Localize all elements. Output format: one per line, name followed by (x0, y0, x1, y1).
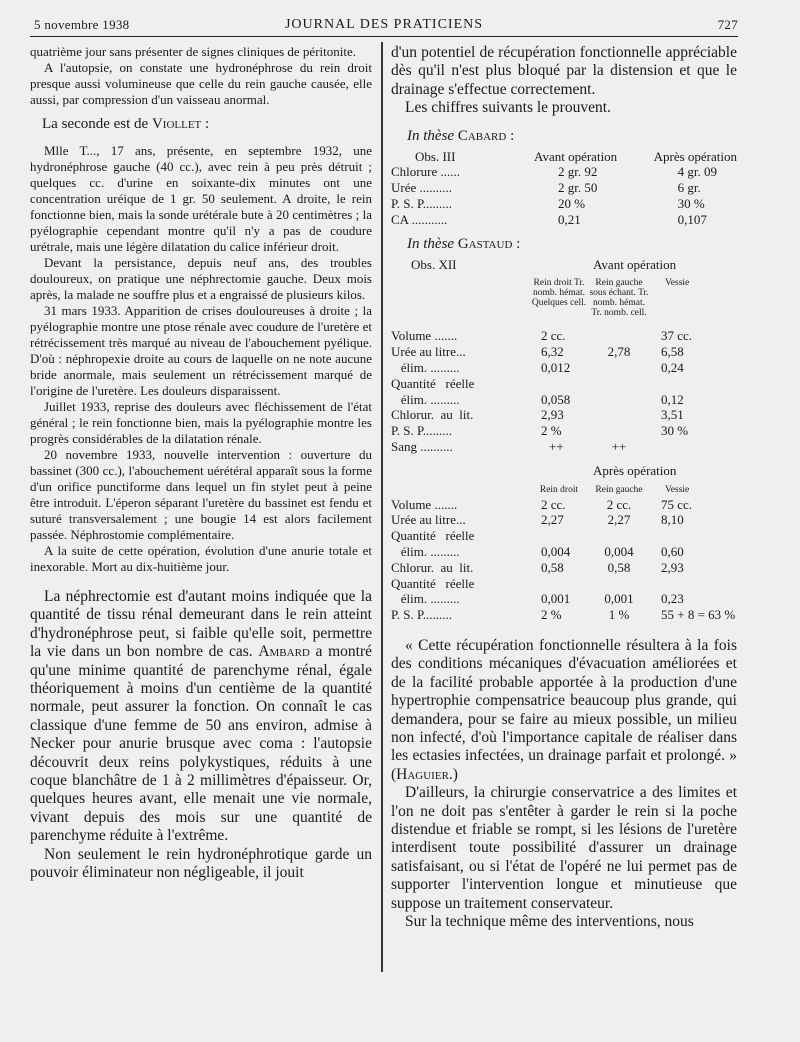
subheader-cell: Rein droit Tr. nomb. hémat. Quelques cell. (531, 278, 587, 309)
thesis-label: In thèse (407, 235, 455, 252)
paragraph: quatrième jour sans présenter de signes cliniques de péritonite. (30, 44, 356, 59)
cell (531, 376, 587, 392)
spacer-cell (391, 455, 531, 479)
cell (587, 576, 651, 592)
cell: 30 % (677, 196, 705, 212)
journal-title: JOURNAL DES PRATICIENS (284, 17, 484, 32)
cell: 0,58 (541, 559, 564, 575)
table-row (391, 344, 737, 360)
cell (531, 528, 587, 544)
cell (651, 376, 737, 392)
cell: 0,58 (607, 559, 631, 575)
table-row (391, 392, 737, 408)
paragraph: Les chiffres suivants le prouvent. (405, 99, 611, 117)
cell: 2 % (541, 423, 562, 439)
table-row (391, 512, 737, 528)
cell: 2,27 (541, 512, 564, 528)
paragraph: Juillet 1933, reprise des douleurs avec fléchissement de l'état général ; le rein fonctionne bien, mais la pyélographie montre les progrès considérables de la dilatation rénale. (30, 399, 372, 446)
cell: 0,012 (541, 360, 571, 375)
cell: 37 cc. (661, 328, 693, 344)
cell: 20 % (558, 196, 586, 212)
row-label: Urée au litre... (391, 344, 466, 360)
table-subheader (391, 479, 737, 497)
row-label: Chlorur. au lit. (391, 407, 474, 423)
column-divider (381, 42, 383, 972)
cell: 0,107 (677, 211, 707, 227)
cell: 2 cc. (541, 496, 566, 512)
subheader-cell: Rein gauche (595, 484, 643, 495)
row-label: élim. ......... (391, 360, 460, 375)
cell (587, 423, 651, 439)
paragraph (30, 588, 372, 846)
cell (651, 439, 737, 455)
table-header-cell: Obs. XII (411, 256, 457, 272)
table-row (391, 360, 737, 376)
page-header (30, 14, 738, 36)
paragraph: Sur la technique même des interventions, nous (405, 913, 694, 931)
table-row (391, 576, 737, 592)
cell: 6 gr. (677, 180, 701, 196)
cell: 75 cc. (661, 496, 693, 512)
author-name: (Haguier.) (391, 765, 458, 783)
paragraph: D'ailleurs, la chirurgie conservatrice a des limites et l'on ne doit pas s'entêter à garder le rein si la poche distendue et friable se rompt, si les lésions de l'uretère interdisent toute possibilité d'assurer un drainage satisfaisant, ou si l'état de l'opéré ne lui permet pas de supporter l'intervention longue et minutieuse que suppose un traitement conservateur. (391, 784, 737, 912)
cell: 3,51 (661, 407, 684, 423)
spacer-cell (391, 272, 531, 328)
cell: 2 cc. (606, 496, 632, 512)
cell: 0,23 (661, 591, 684, 607)
cell: 2,93 (541, 407, 564, 423)
text-run: a montré qu'une minime quantité de parenchyme rénal, égale théoriquement à moins d'un centième de la quantité normale, peut assurer la fonction. On connaît le cas classique d'une femme de 50 ans environ, admise à Necker pour anurie brusque avec coma : l'autopsie découvrit deux reins polykystiques, réduits à une coque blanchâtre de 1 à 2 millimètres d'épaisseur. Or, quelques heures avant, elle menait une vie normale, vivant depuis des mois sur une quantité de parenchyme réduite à l'extrême. (30, 643, 372, 845)
author-name: Viollet : (151, 116, 210, 132)
table-header (391, 149, 737, 165)
cell (587, 392, 651, 408)
subheader-cell: Rein gauche sous échant. Tr. nomb. hémat. Tr. nomb. cell. (589, 278, 649, 319)
subheader-cell: Rein droit (539, 484, 579, 495)
author-name: Gastaud : (457, 235, 521, 252)
cell: 2,93 (661, 559, 684, 575)
cell: 4 gr. 09 (677, 164, 717, 180)
cell (651, 528, 737, 544)
cell: 0,058 (541, 391, 571, 407)
thesis-label: In thèse (407, 127, 455, 144)
table-header-cell: Avant opération (593, 256, 677, 272)
table-header-cell: Après opération (593, 462, 677, 478)
table-row (391, 328, 737, 344)
table-row (391, 497, 737, 513)
table-row (391, 607, 737, 623)
cell: 0,001 (541, 591, 571, 607)
paragraph (391, 637, 737, 784)
table-header-cell: Obs. III (415, 148, 456, 164)
thesis-heading (407, 128, 737, 145)
quote-text: « Cette récupération fonctionnelle résultera à la fois des conditions mécaniques d'évacuation améliorées et de la facilité probable apportée à la production d'une hypertrophie compensatrice beaucoup plus grande, qui demandera, pour se faire au mieux possible, un milieu non infecté, d'où l'importance capitale de réaliser dans les ectasies infectées, un drainage parfait et prolongé. » (391, 636, 737, 765)
row-label: Urée .......... (391, 180, 453, 196)
cell: 1 % (608, 607, 630, 623)
cell: 2 gr. 50 (558, 180, 598, 196)
cell (587, 376, 651, 392)
cell: 0,21 (558, 211, 581, 227)
row-label: P. S. P......... (391, 423, 453, 439)
cell (651, 576, 737, 592)
table-row (391, 180, 737, 196)
table-header (391, 257, 737, 273)
author-name: Cabard : (457, 127, 515, 144)
paragraph: 31 mars 1933. Apparition de crises douloureuses à droite ; la pyélographie montre une ptose rénale avec coudure de l'uretère et rétrécissement très marqué au niveau de l'abouchement pyélique. D'où : néphropexie droite au cours de laquelle on ne note aucune bride anormale, mais seulement un rétrécissement marqué de l'origine de l'uretère. Les douleurs disparaissent. (30, 303, 372, 398)
row-label: P. S. P......... (391, 607, 453, 623)
row-label: Urée au litre... (391, 512, 466, 528)
row-label: Quantité réelle (391, 528, 475, 544)
table-row (391, 164, 737, 180)
cell: 0,004 (604, 543, 634, 559)
author-name: Ambard (258, 643, 310, 661)
cell (587, 528, 651, 544)
right-column (391, 44, 737, 931)
cell: 2,78 (607, 344, 631, 360)
table-row (391, 423, 737, 439)
table-row (391, 376, 737, 392)
cell: 6,58 (661, 344, 684, 360)
paragraph: 20 novembre 1933, nouvelle intervention : ouverture du bassinet (300 cc.), l'abouchement uérétéral apparaît sous la forme d'un orifice punctiforme dans lequel un fin stylet peut à peine être introduit. L'éperon séparant l'uretère du bassinet est fendu et suturé transversalement ; une bougie 14 est alors facilement passée. Néphrostomie complémentaire. (30, 447, 372, 542)
row-label: P. S. P......... (391, 196, 453, 212)
paragraph: Non seulement le rein hydronéphrotique garde un pouvoir éliminateur non négligeable, il jouit (30, 845, 372, 882)
row-label: Volume ....... (391, 496, 458, 512)
cell: 6,32 (541, 344, 564, 360)
row-label: Chlorure ...... (391, 164, 460, 180)
table-row (391, 439, 737, 455)
thesis-heading (407, 236, 737, 253)
cell: 2 gr. 92 (558, 164, 598, 180)
cell: 0,60 (661, 543, 684, 559)
row-label: Volume ....... (391, 328, 458, 344)
cell (531, 576, 587, 592)
table-row (391, 212, 737, 228)
table-subheader (391, 272, 737, 328)
cell (587, 407, 651, 423)
cell: 0,001 (604, 591, 634, 607)
header-rule (30, 36, 738, 37)
row-label: élim. ......... (391, 391, 460, 407)
row-label: CA ........... (391, 211, 448, 227)
paragraph: Devant la persistance, depuis neuf ans, des troubles douloureux, on pratique une néphrectomie gauche. Deux mois après, la malade ne souffre plus et a engraissé de plusieurs kilos. (30, 255, 372, 302)
cell: ++ (611, 438, 627, 454)
row-label: Quantité réelle (391, 375, 475, 391)
cell: 2 % (541, 607, 562, 623)
page-number: 727 (717, 17, 738, 32)
table-row (391, 591, 737, 607)
table-header (391, 455, 737, 479)
row-label: Quantité réelle (391, 575, 475, 591)
cell: 55 + 8 = 63 % (661, 607, 736, 623)
spacer-cell (391, 479, 531, 497)
subheading-text: La seconde est de (42, 116, 149, 132)
table-row (391, 560, 737, 576)
cell (587, 360, 651, 376)
paragraph: Mlle T..., 17 ans, présente, en septembre 1932, une hydronéphrose gauche (40 cc.), avec rein à peu près détruit ; quelques cc. d'urine en soixante-dix minutes ont une concentration uréique de 1 gr. 50 seulement. A droite, le rein fonctionne bien, mais la sonde urétérale bute à 20 centimètres ; la pyélographie cependant montre qu'il n'y a pas de coudure urétrale, mais une légère dilatation du calice inférieur droit. (30, 143, 372, 254)
cell: 30 % (661, 423, 689, 439)
paragraph: A l'autopsie, on constate une hydronéphrose du rein droit presque aussi volumineuse que celle du rein gauche causée, elle aussi, par compression d'un vaisseau anormal. (30, 60, 372, 107)
row-label: Chlorur. au lit. (391, 559, 474, 575)
table-row (391, 544, 737, 560)
cell: 8,10 (661, 512, 684, 528)
row-label: élim. ......... (391, 543, 460, 559)
text-run: La néphrectomie est d'autant moins indiquée que la quantité de tissu rénal demeurant dans le rein atteint d'hydronéphrose peut, si faible qu'elle soit, permettre la vie dans un bon nombre de cas. (30, 588, 372, 661)
row-label: Sang .......... (391, 438, 453, 454)
row-label: élim. ......... (391, 591, 460, 607)
subheader-cell: Vessie (665, 278, 690, 289)
header-date: 5 novembre 1938 (34, 17, 130, 32)
paragraph: A la suite de cette opération, évolution d'une anurie totale et inexorable. Mort au dix-huitième jour. (30, 543, 372, 574)
table-row (391, 528, 737, 544)
table-row (391, 196, 737, 212)
case-subheading (42, 116, 372, 133)
cell: 0,24 (661, 360, 684, 375)
cell: 2,27 (607, 512, 631, 528)
gastaud-table (391, 257, 737, 623)
subheader-cell: Vessie (665, 484, 690, 495)
table-header-cell: Avant opération (534, 148, 618, 164)
table-header-cell: Après opération (653, 148, 737, 164)
cell: ++ (549, 438, 564, 454)
cell: 0,004 (541, 543, 571, 559)
cell (587, 328, 651, 344)
left-column (30, 44, 372, 883)
cell: 2 cc. (541, 328, 566, 344)
cabard-table (391, 149, 737, 228)
cell: 0,12 (661, 391, 684, 407)
table-row (391, 407, 737, 423)
paragraph: d'un potentiel de récupération fonctionnelle appréciable dès qu'il n'est plus bloqué par la distension et que le drainage s'effectue correctement. (391, 44, 737, 98)
